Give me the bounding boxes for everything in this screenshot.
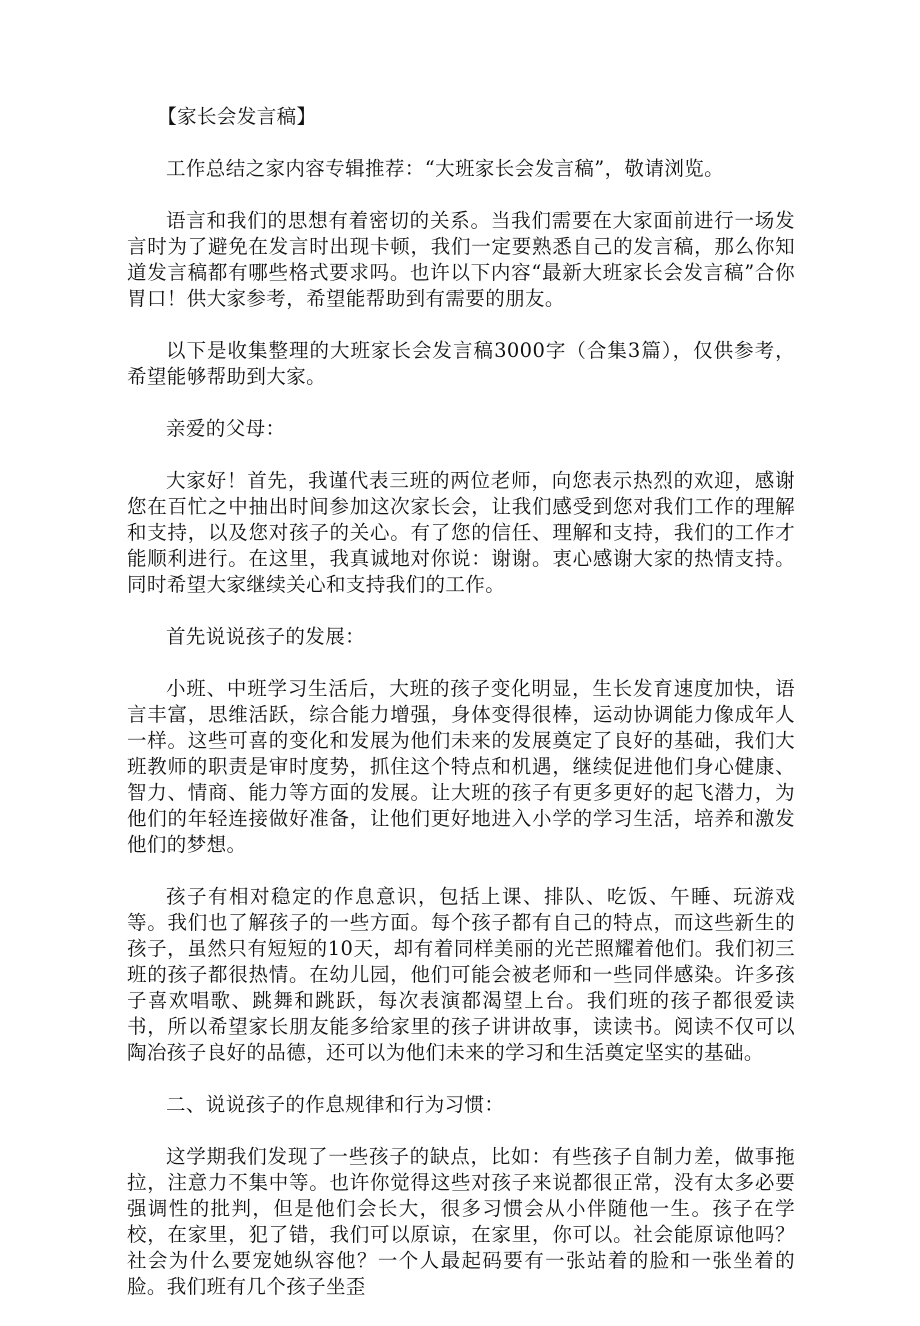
welcome-paragraph: 大家好！首先，我谨代表三班的两位老师，向您表示热烈的欢迎，感谢您在百忙之中抽出时间参加这次家长会，让我们感受到您对我们工作的理解和支持，以及您对孩子的关心。有了您的信任、理解和支持，我们的工作才能顺利进行。在这里，我真诚地对你说：谢谢。衷心感谢大家的热情支持。同时希望大家继续关心和支持我们的工作。 (127, 469, 795, 596)
intro-recommendation: 工作总结之家内容专辑推荐：“大班家长会发言稿”，敬请浏览。 (166, 157, 725, 180)
collection-note: 以下是收集整理的大班家长会发言稿3000字（合集3篇），仅供参考，希望能够帮助到大家。 (127, 339, 795, 388)
intro-paragraph: 语言和我们的思想有着密切的关系。当我们需要在大家面前进行一场发言时为了避免在发言时出现卡顿，我们一定要熟悉自己的发言稿，那么你知道发言稿都有哪些格式要求吗。也许以下内容“最新大班家长会发言稿”合你胃口！供大家参考，希望能帮助到有需要的朋友。 (127, 209, 795, 310)
section-heading-habits: 二、说说孩子的作息规律和行为习惯： (166, 1093, 505, 1116)
routine-paragraph: 孩子有相对稳定的作息意识，包括上课、排队、吃饭、午睡、玩游戏等。我们也了解孩子的一些方面。每个孩子都有自己的特点，而这些新生的孩子，虽然只有短短的10天，却有着同样美丽的光芒照耀着他们。我们初三班的孩子都很热情。在幼儿园，他们可能会被老师和一些同伴感染。许多孩子喜欢唱歌、跳舞和跳跃，每次表演都渴望上台。我们班的孩子都很爱读书，所以希望家长朋友能多给家里的孩子讲讲故事，读读书。阅读不仅可以陶冶孩子良好的品德，还可以为他们未来的学习和生活奠定坚实的基础。 (127, 885, 795, 1064)
document-title: 【家长会发言稿】 (157, 105, 317, 128)
document-body (127, 104, 795, 1326)
section-heading-development: 首先说说孩子的发展： (166, 625, 366, 648)
habits-paragraph: 这学期我们发现了一些孩子的缺点，比如：有些孩子自制力差，做事拖拉，注意力不集中等。也许你觉得这些对孩子来说都很正常，没有太多必要强调性的批判，但是他们会长大，很多习惯会从小伴随他一生。孩子在学校，在家里，犯了错，我们可以原谅，在家里，你可以。社会能原谅他吗？社会为什么要宠她纵容他？一个人最起码要有一张站着的脸和一张坐着的脸。我们班有几个孩子坐歪 (127, 1145, 795, 1298)
salutation: 亲爱的父母： (166, 417, 286, 440)
development-paragraph: 小班、中班学习生活后，大班的孩子变化明显，生长发育速度加快，语言丰富，思维活跃，综合能力增强，身体变得很棒，运动协调能力像成年人一样。这些可喜的变化和发展为他们未来的发展奠定了良好的基础，我们大班教师的职责是审时度势，抓住这个特点和机遇，继续促进他们身心健康、智力、情商、能力等方面的发展。让大班的孩子有更多更好的起飞潜力，为他们的年轻连接做好准备，让他们更好地进入小学的学习生活，培养和激发他们的梦想。 (127, 677, 795, 856)
